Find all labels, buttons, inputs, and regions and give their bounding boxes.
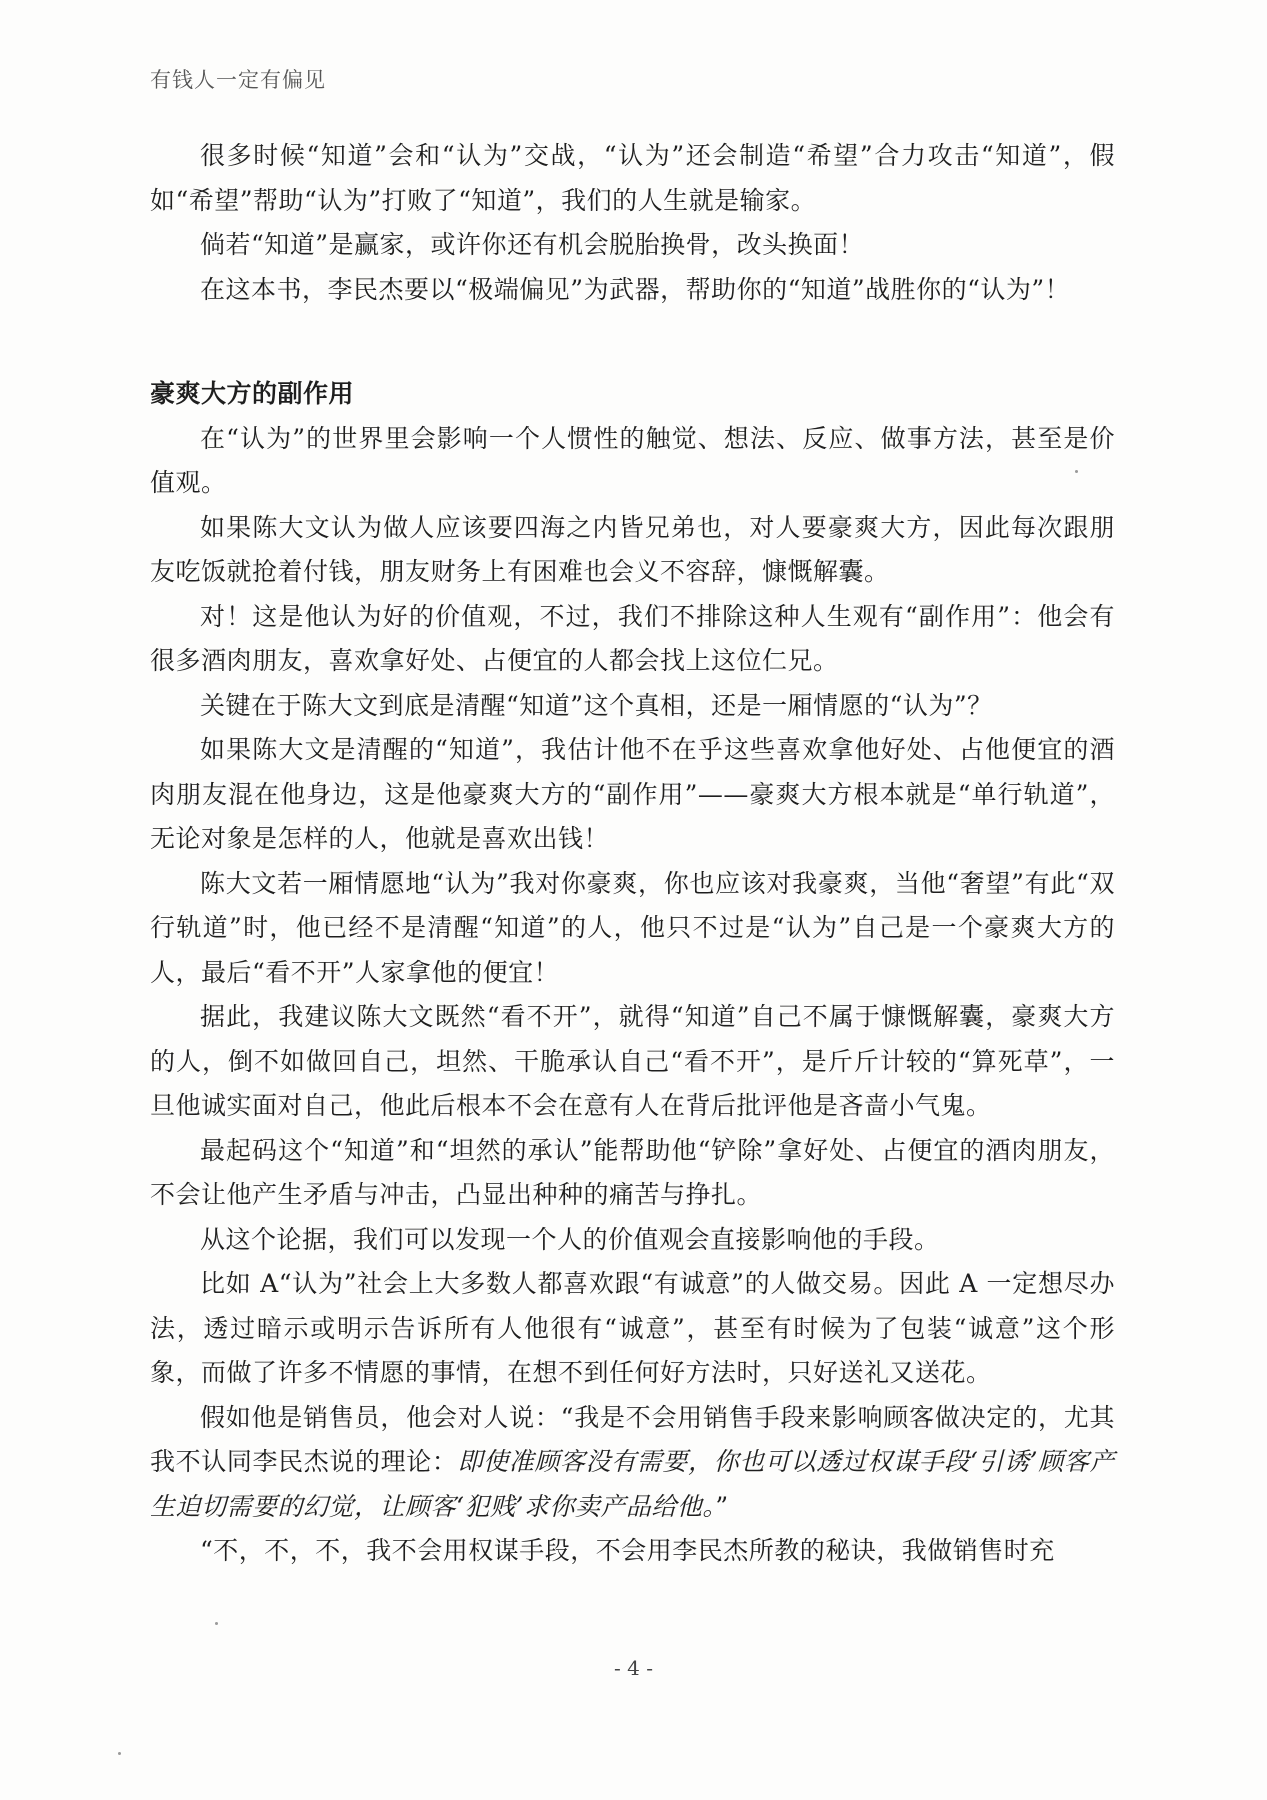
paragraph: 比如 A“认为”社会上大多数人都喜欢跟“有诚意”的人做交易。因此 A 一定想尽办法，透过暗示或明示告诉所有人他很有“诚意”，甚至有时候为了包装“诚意”这个形象，而做了许多不情愿的事情，在想不到任何好方法时，只好送礼又送花。 bbox=[150, 1269, 1115, 1387]
paragraph: 据此，我建议陈大文既然“看不开”，就得“知道”自己不属于慷慨解囊，豪爽大方的人，倒不如做回自己，坦然、干脆承认自己“看不开”，是斤斤计较的“算死草”，一旦他诚实面对自己，他此后根本不会在意有人在背后批评他是吝啬小气鬼。 bbox=[150, 1002, 1115, 1120]
paragraph: 最起码这个“知道”和“坦然的承认”能帮助他“铲除”拿好处、占便宜的酒肉朋友，不会让他产生矛盾与冲击，凸显出种种的痛苦与挣扎。 bbox=[150, 1135, 1115, 1209]
paragraph: 从这个论据，我们可以发现一个人的价值观会直接影响他的手段。 bbox=[200, 1224, 940, 1254]
paragraph: 在“认为”的世界里会影响一个人惯性的触觉、想法、反应、做事方法，甚至是价值观。 bbox=[150, 423, 1115, 497]
paragraph: 很多时候“知道”会和“认为”交战，“认为”还会制造“希望”合力攻击“知道”，假如“希望”帮助“认为”打败了“知道”，我们的人生就是输家。 bbox=[150, 141, 1115, 215]
paragraph: 如果陈大文是清醒的“知道”，我估计他不在乎这些喜欢拿他好处、占他便宜的酒肉朋友混在他身边，这是他豪爽大方的“副作用”——豪爽大方根本就是“单行轨道”，无论对象是怎样的人，他就是喜欢出钱！ bbox=[150, 735, 1115, 853]
paragraph: 关键在于陈大文到底是清醒“知道”这个真相，还是一厢情愿的“认为”？ bbox=[200, 690, 993, 720]
paragraph: “不，不，不，我不会用权谋手段，不会用李民杰所教的秘诀，我做销售时充 bbox=[200, 1536, 1055, 1565]
scan-speck bbox=[118, 1752, 121, 1755]
paragraph: 如果陈大文认为做人应该要四海之内皆兄弟也，对人要豪爽大方，因此每次跟朋友吃饭就抢着付钱，朋友财务上有困难也会义不容辞，慷慨解囊。 bbox=[150, 512, 1115, 586]
scan-speck bbox=[1075, 470, 1078, 473]
paragraph: 倘若“知道”是赢家，或许你还有机会脱胎换骨，改头换面！ bbox=[200, 230, 865, 259]
quote-italic-text: 即使准顾客没有需要，你也可以透过权谋手段‘引诱’顾客产生迫切需要的幻觉，让顾客‘犯贱’求你卖产品给他。 bbox=[150, 1447, 1115, 1521]
paragraph: 对！这是他认为好的价值观，不过，我们不排除这种人生观有“副作用”：他会有很多酒肉朋友，喜欢拿好处、占便宜的人都会找上这位仁兄。 bbox=[150, 601, 1115, 675]
paragraph: 在这本书，李民杰要以“极端偏见”为武器，帮助你的“知道”战胜你的“认为”！ bbox=[200, 274, 1071, 304]
running-header: 有钱人一定有偏见 bbox=[150, 68, 326, 92]
body-text bbox=[150, 134, 1115, 1574]
paragraph: 陈大文若一厢情愿地“认为”我对你豪爽，你也应该对我豪爽，当他“奢望”有此“双行轨道”时，他已经不是清醒“知道”的人，他只不过是“认为”自己是一个豪爽大方的人，最后“看不开”人家拿他的便宜！ bbox=[150, 868, 1115, 987]
page-number: - 4 - bbox=[614, 1656, 653, 1680]
section-heading: 豪爽大方的副作用 bbox=[150, 379, 355, 408]
quote-lead: 假如他是销售员，他会对人说：“我是不会用销售手段来影响顾客做决定的，尤其我不认同李民杰说的理论： bbox=[150, 1402, 1115, 1476]
quote-paragraph bbox=[150, 1396, 1115, 1530]
quote-tail: ” bbox=[715, 1491, 729, 1521]
scan-speck bbox=[215, 1622, 218, 1625]
